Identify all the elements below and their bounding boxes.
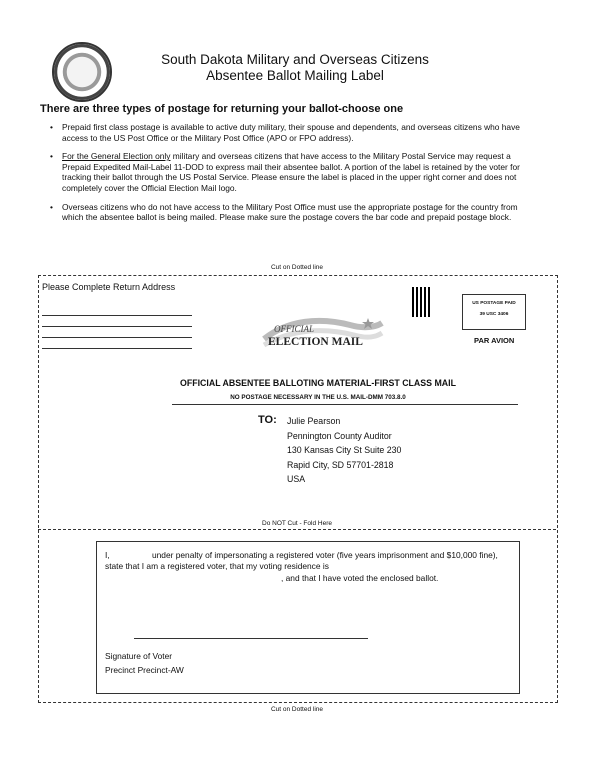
recipient-country: USA: [287, 474, 306, 484]
par-avion-label: PAR AVION: [474, 336, 515, 345]
recipient-city: Rapid City, SD 57701-2818: [287, 459, 394, 470]
postage-heading: There are three types of postage for returning your ballot-choose one: [40, 103, 404, 115]
declaration-part-1: I,: [105, 550, 110, 560]
signature-label: Signature of Voter: [105, 651, 173, 661]
to-label: TO:: [258, 414, 277, 426]
postage-option-3-text: Overseas citizens who do not have access to the Military Post Office must use the appropriate postage for the country from which the absentee ballot is being mailed. Please make sure the postage covers the bar code and prepaid postage block.: [62, 201, 518, 223]
declaration-part-2: under penalty of impersonating a registered voter (five years imprisonment and $10,000 fine), state that I am a registered voter, that my voting residence is: [105, 550, 498, 572]
fold-line: [38, 529, 556, 530]
cut-label-top: Cut on Dotted line: [270, 264, 324, 271]
cut-label-bottom: Cut on Dotted line: [270, 706, 324, 713]
general-election-only-text: For the General Election only: [62, 151, 171, 162]
recipient-name: Julie Pearson: [287, 416, 341, 426]
postal-barcode: [412, 287, 436, 317]
postage-option-3: [50, 202, 538, 223]
permit-line-2: 39 USC 3406: [479, 312, 509, 317]
voter-declaration-text: [105, 550, 513, 584]
postage-option-2: [50, 151, 538, 193]
return-address-line-2[interactable]: [42, 326, 192, 327]
signature-line[interactable]: [134, 638, 368, 639]
fold-label: Do NOT Cut - Fold Here: [262, 520, 332, 527]
recipient-address: [287, 414, 401, 487]
recipient-street: 130 Kansas City St Suite 230: [287, 445, 402, 455]
separator-line: [172, 404, 518, 405]
postage-paid-permit: [462, 294, 526, 330]
logo-election-mail-text: ELECTION MAIL: [268, 336, 363, 348]
title-line-2: Absentee Ballot Mailing Label: [206, 68, 384, 83]
return-address-line-1[interactable]: [42, 315, 192, 316]
no-postage-label: NO POSTAGE NECESSARY IN THE U.S. MAIL-DMM 703.8.0: [230, 394, 406, 401]
state-seal-logo: [52, 42, 112, 102]
postage-option-1-text: Prepaid first class postage is available to active duty military, their spouse and dependents, and overseas citizens who have access to the US Post Office or the Military Post Office (APO or FPO address).: [62, 122, 520, 143]
return-address-line-3[interactable]: [42, 337, 192, 338]
title-line-1: South Dakota Military and Overseas Citizens: [161, 52, 429, 67]
precinct-label: Precinct Precinct-AW: [105, 665, 184, 675]
recipient-office: Pennington County Auditor: [287, 430, 392, 441]
official-election-mail-logo: [260, 315, 384, 357]
official-material-label: OFFICIAL ABSENTEE BALLOTING MATERIAL-FIRST CLASS MAIL: [180, 378, 456, 388]
page-title: [130, 52, 460, 84]
postage-option-2-text: military and overseas citizens that have access to the Military Postal Service may request a Prepaid Expedited Mail-Label 11-DOD to express mail their absentee ballot. A portion of the label is retained by the voter for tracking their ballot through the US Postal Service. Please ensure the label is placed in the upper right corner and does not completely cover the Official Election Mail logo.: [62, 151, 520, 193]
permit-line-1: US POSTAGE PAID: [472, 301, 516, 306]
logo-official-text: OFFICIAL: [274, 324, 314, 334]
return-address-line-4[interactable]: [42, 348, 192, 349]
declaration-part-3: , and that I have voted the enclosed ballot.: [281, 572, 439, 583]
return-address-label: Please Complete Return Address: [42, 282, 176, 292]
postage-options-list: [50, 122, 538, 231]
postage-option-1: [50, 122, 538, 143]
